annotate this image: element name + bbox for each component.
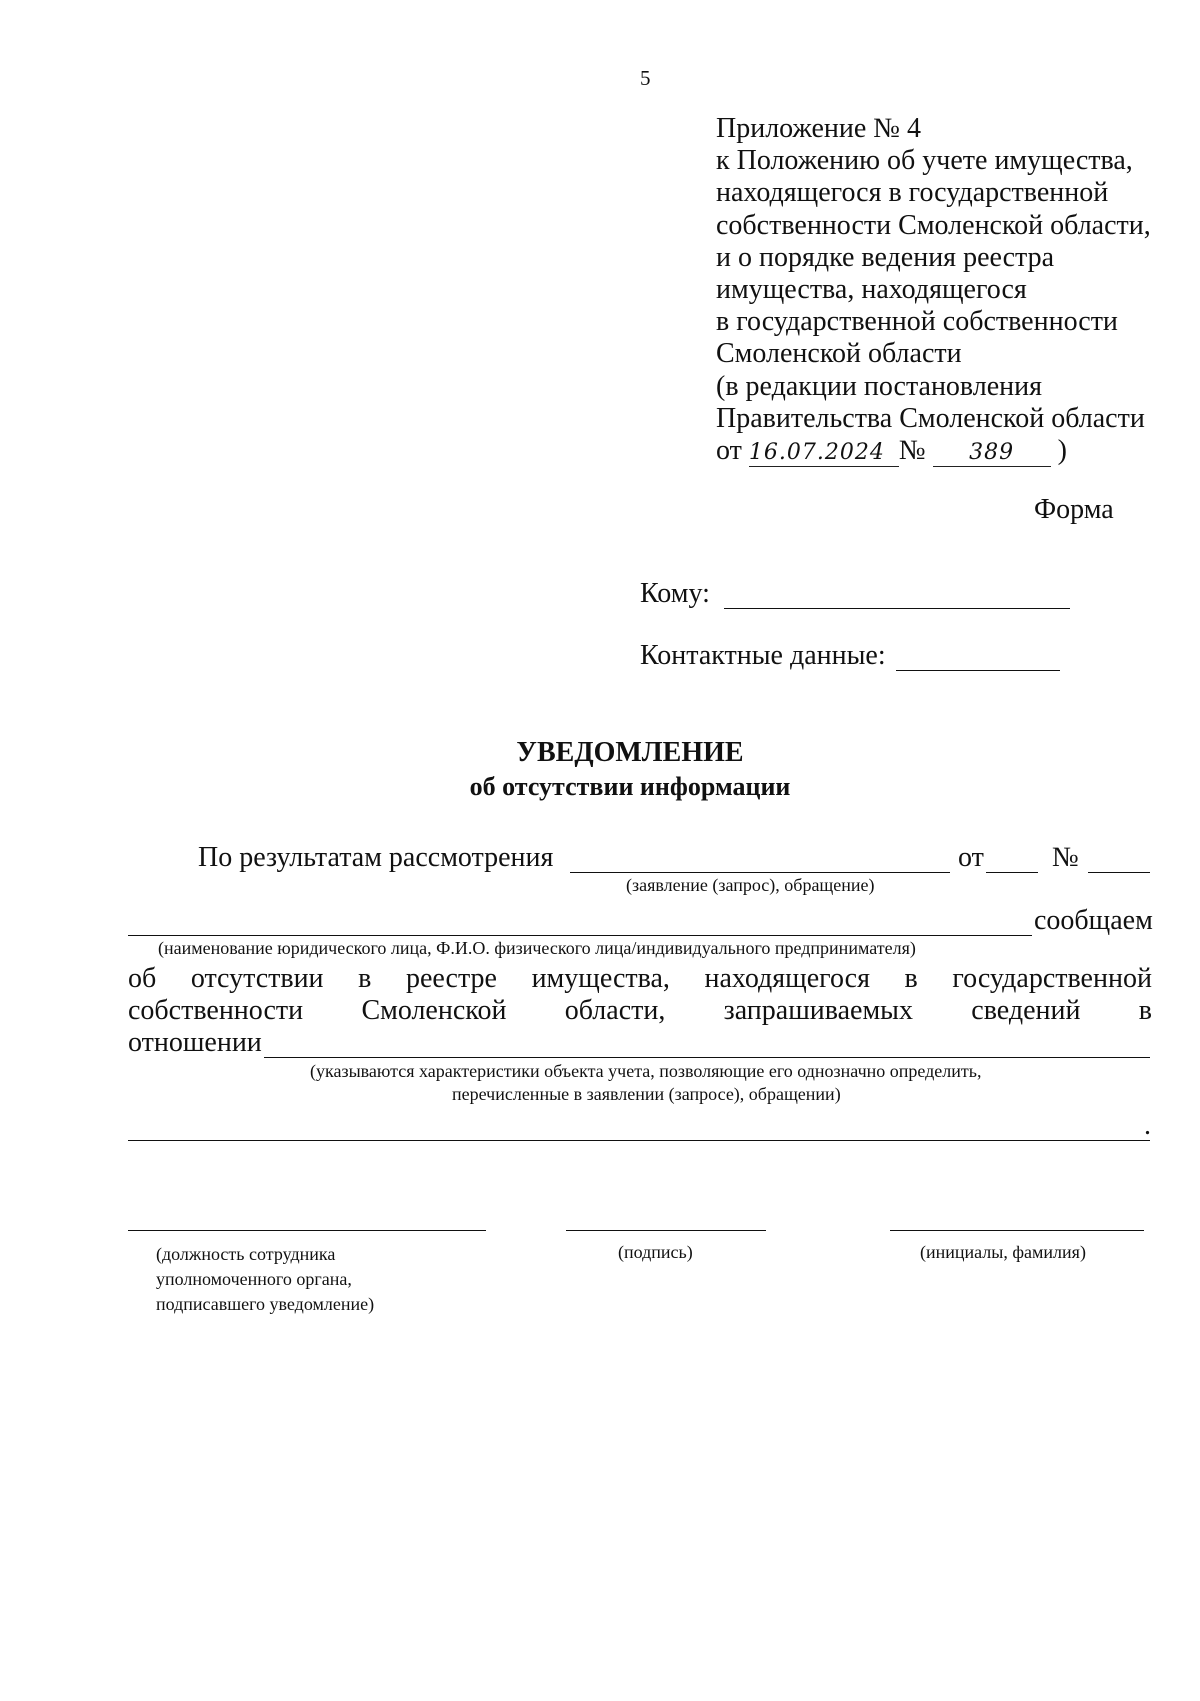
body-word: области,: [564, 995, 666, 1026]
body-word: находящегося: [704, 963, 870, 994]
recipient-field[interactable]: [724, 578, 1070, 609]
document-title: УВЕДОМЛЕНИЕ: [516, 737, 744, 768]
request-type-field[interactable]: [570, 842, 950, 873]
signature-field[interactable]: [566, 1200, 766, 1231]
regarding-word: отношении: [128, 1027, 262, 1058]
position-caption: [156, 1242, 374, 1317]
appendix-line: (в редакции постановления: [716, 370, 1043, 402]
request-caption: (заявление (запрос), обращение): [626, 875, 875, 895]
handwritten-number: 389: [933, 440, 1051, 467]
body-word: реестре: [405, 963, 497, 994]
appendix-line: находящегося в государственной: [716, 177, 1109, 209]
body-word: об: [128, 963, 157, 994]
number-label: №: [1052, 842, 1079, 873]
body-word: имущества,: [531, 963, 670, 994]
intro-text: По результатам рассмотрения: [198, 842, 554, 873]
contacts-label: Контактные данные:: [640, 640, 886, 671]
closing-paren: ): [1057, 435, 1067, 467]
body-line-1: [128, 963, 1152, 995]
body-word: в: [904, 963, 918, 994]
appendix-line: Смоленской области: [716, 338, 962, 370]
body-word: Смоленской: [361, 995, 507, 1026]
handwritten-date: 16.07.2024: [749, 440, 899, 467]
body-word: отсутствии: [190, 963, 324, 994]
body-word: запрашиваемых: [723, 995, 913, 1026]
contacts-field[interactable]: [896, 640, 1060, 671]
body-line-2: [128, 995, 1152, 1027]
date-prefix: от: [716, 435, 742, 467]
applicant-field[interactable]: [128, 905, 1032, 936]
appendix-date-line: [716, 435, 1176, 467]
appendix-line: Приложение № 4: [716, 113, 921, 144]
appendix-line: Правительства Смоленской области: [716, 402, 1145, 434]
body-word: государственной: [952, 963, 1152, 994]
form-label: Форма: [1034, 494, 1114, 525]
object-caption-line-1: (указываются характеристики объекта учета, позволяющие его однозначно определить,: [310, 1061, 982, 1081]
signature-caption: (подпись): [618, 1242, 693, 1262]
appendix-line: имущества, находящегося: [716, 274, 1027, 306]
request-date-field[interactable]: [986, 842, 1038, 873]
body-word: собственности: [128, 995, 304, 1026]
name-field[interactable]: [890, 1200, 1144, 1231]
body-word: в: [358, 963, 372, 994]
appendix-line: к Положению об учете имущества,: [716, 145, 1133, 177]
appendix-line: и о порядке ведения реестра: [716, 241, 1055, 273]
end-period: .: [1144, 1110, 1151, 1141]
appendix-line: в государственной собственности: [716, 306, 1118, 338]
position-caption-line: (должность сотрудника: [156, 1244, 336, 1264]
object-caption-line-2: перечисленные в заявлении (запросе), обращении): [452, 1084, 841, 1104]
request-number-field[interactable]: [1088, 842, 1150, 873]
object-description-field-2[interactable]: [128, 1110, 1150, 1141]
position-field[interactable]: [128, 1200, 486, 1231]
body-word: сведений: [971, 995, 1081, 1026]
name-caption: (инициалы, фамилия): [920, 1242, 1086, 1262]
appendix-line: собственности Смоленской области,: [716, 209, 1151, 241]
page-number: 5: [640, 66, 651, 90]
object-description-field[interactable]: [264, 1027, 1150, 1058]
applicant-caption: (наименование юридического лица, Ф.И.О. физического лица/индивидуального предпринимателя): [158, 938, 916, 958]
position-caption-line: подписавшего уведомление): [156, 1294, 375, 1314]
from-label: от: [958, 842, 984, 873]
position-caption-line: уполномоченного органа,: [156, 1269, 352, 1289]
appendix-header: [716, 113, 1176, 467]
number-sign: №: [898, 435, 926, 467]
recipient-label: Кому:: [640, 578, 710, 609]
inform-word: сообщаем: [1034, 905, 1153, 936]
document-subtitle: об отсутствии информации: [469, 772, 791, 801]
body-word: в: [1138, 995, 1152, 1026]
